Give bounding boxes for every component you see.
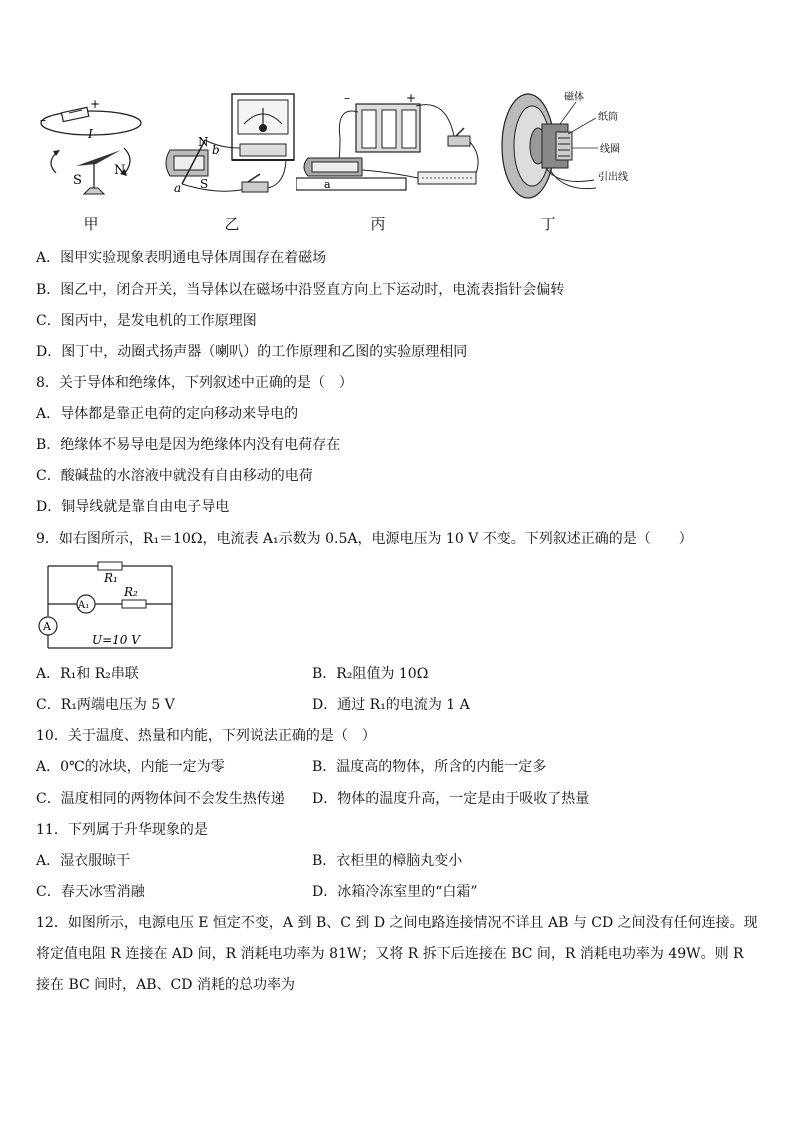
q10-option-b: B．温度高的物体，所含的内能一定多 xyxy=(312,759,547,775)
south-pole-label: S xyxy=(200,177,209,191)
figure-caption: 丁 xyxy=(540,215,556,233)
q12-stem: 12．如图所示，电源电压 E 恒定不变，A 到 B、C 到 D 之间电路连接情况不详且 AB 与 CD 之间没有任何连接。现将定值电阻 R 连接在 AD 间，R 消耗电功率为 81W；又将 R 拆下后连接在 BC 间，R 消耗电功率为 49W。则 R 接在 BC 间时，AB、CD 消耗的总功率为 xyxy=(36,915,758,993)
paper-tube-label: 纸筒 xyxy=(598,112,618,123)
ammeter-a1-label: A₁ xyxy=(78,600,90,611)
figure-caption: 丙 xyxy=(370,215,386,233)
south-pole-label: S xyxy=(73,173,82,188)
q11-option-d: D．冰箱冷冻室里的“白霜” xyxy=(312,884,478,900)
point-a-label: a xyxy=(174,181,182,195)
q8-option-c: C．酸碱盐的水溶液中就没有自由移动的电荷 xyxy=(36,468,313,484)
north-pole-label: N xyxy=(114,163,126,178)
r2-label: R₂ xyxy=(124,585,138,599)
q9-circuit-diagram xyxy=(36,560,186,660)
q7-option-a: A．图甲实验现象表明通电导体周围存在着磁场 xyxy=(36,250,327,266)
minus-label: – xyxy=(40,113,46,127)
compass-wire-diagram xyxy=(36,88,146,208)
current-label: I xyxy=(88,127,93,141)
speaker-diagram xyxy=(498,88,636,208)
q8-option-b: B．绝缘体不易导电是因为绝缘体内没有电荷存在 xyxy=(36,437,341,453)
q7-option-d: D．图丁中，动圈式扬声器（喇叭）的工作原理和乙图的实验原理相同 xyxy=(36,344,468,360)
figure-caption: 乙 xyxy=(224,215,240,233)
ammeter-a-label: A xyxy=(43,620,51,633)
q11-option-b: B．衣柜里的樟脑丸变小 xyxy=(312,853,463,869)
figure-yi xyxy=(160,88,310,233)
point-b-label: b xyxy=(212,143,220,157)
figure-bing xyxy=(296,88,496,233)
q9-option-b: B．R₂阻值为 10Ω xyxy=(312,666,429,682)
lead-wire-label: 引出线 xyxy=(598,172,628,183)
q11-option-c: C．春天冰雪消融 xyxy=(36,884,145,900)
galvanometer-setup-diagram xyxy=(160,88,310,208)
plus-label: + xyxy=(90,97,101,111)
q9-option-c: C．R₁两端电压为 5 V xyxy=(36,697,175,713)
q10-option-c: C．温度相同的两物体间不会发生热传递 xyxy=(36,791,285,807)
q9-option-d: D．通过 R₁的电流为 1 A xyxy=(312,697,470,713)
q9-option-a: A．R₁和 R₂串联 xyxy=(36,666,139,682)
q10-option-d: D．物体的温度升高，一定是由于吸收了热量 xyxy=(312,791,590,807)
q8-stem: 8．关于导体和绝缘体，下列叙述中正确的是（ ） xyxy=(36,375,353,391)
q10-stem: 10．关于温度、热量和内能，下列说法正确的是（ ） xyxy=(36,728,376,744)
motor-battery-diagram xyxy=(296,88,496,208)
coil-label: 线圈 xyxy=(600,144,620,155)
q7-option-c: C．图丙中，是发电机的工作原理图 xyxy=(36,313,257,329)
q11-stem: 11．下列属于升华现象的是 xyxy=(36,822,208,838)
figure-jia xyxy=(36,88,146,233)
magnet-label: 磁体 xyxy=(564,92,584,103)
figure-caption: 甲 xyxy=(83,215,99,233)
minus-label: – xyxy=(344,91,350,105)
north-pole-label: N xyxy=(198,135,209,149)
figure-ding xyxy=(498,88,636,233)
q10-option-a: A．0℃的冰块，内能一定为零 xyxy=(36,759,225,775)
q11-option-a: A．湿衣服晾干 xyxy=(36,853,131,869)
figure-row xyxy=(36,88,636,238)
plus-label: + xyxy=(406,91,417,105)
q8-option-a: A．导体都是靠正电荷的定向移动来导电的 xyxy=(36,406,299,422)
point-a-label: a xyxy=(324,178,331,191)
q9-stem: 9．如右图所示，R₁＝10Ω，电流表 A₁示数为 0.5A，电源电压为 10 V 不变。下列叙述正确的是（ ） xyxy=(36,531,693,547)
voltage-label: U=10 V xyxy=(92,633,140,647)
r1-label: R₁ xyxy=(104,571,118,585)
q7-option-b: B．图乙中，闭合开关，当导体以在磁场中沿竖直方向上下运动时，电流表指针会偏转 xyxy=(36,282,565,298)
q8-option-d: D．铜导线就是靠自由电子导电 xyxy=(36,499,230,515)
